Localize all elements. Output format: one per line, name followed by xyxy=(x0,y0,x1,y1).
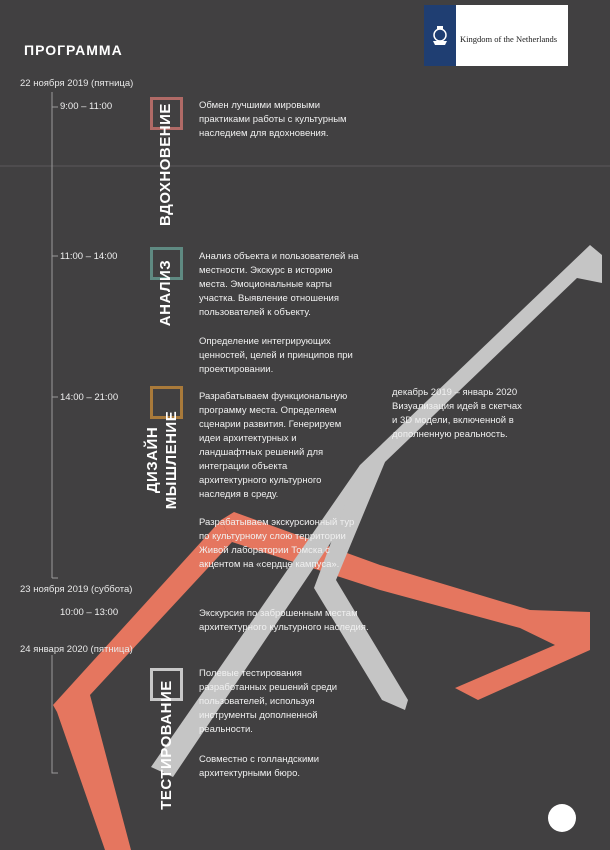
text-line: архитектурного культурного наследия. xyxy=(199,622,369,633)
text-line: программу места. Определяем xyxy=(199,405,337,416)
text-line: разработанных решений среди xyxy=(199,682,338,693)
timeline-line-2 xyxy=(52,655,58,773)
text-line: ценностей, целей и принципов при xyxy=(199,350,353,361)
text-line: местности. Экскурс в историю xyxy=(199,265,333,276)
session-text-3b xyxy=(199,516,399,572)
label-line: ДИЗАЙН xyxy=(144,426,161,494)
text-line: интеграции объекта xyxy=(199,461,288,472)
text-line: Определение интегрирующих xyxy=(199,336,331,347)
session-time-3: 14:00 – 21:00 xyxy=(60,392,119,403)
session-time-4: 10:00 – 13:00 xyxy=(60,607,119,618)
text-line: Разрабатываем экскурсионный тур xyxy=(199,517,355,528)
text-line: идеи архитектурных и xyxy=(199,433,297,444)
text-line: наследия в среду. xyxy=(199,489,279,500)
session-text-1 xyxy=(199,99,394,141)
date-label-2: 23 ноября 2019 (суббота) xyxy=(20,584,133,595)
netherlands-logo xyxy=(424,5,568,66)
text-line: по культурному слою территории xyxy=(199,531,346,542)
section-label-design-thinking xyxy=(143,410,183,510)
session-text-5b xyxy=(199,753,389,781)
session-text-4 xyxy=(199,607,409,635)
session-time-2: 11:00 – 14:00 xyxy=(60,251,118,262)
text-line: участка. Выявление отношения xyxy=(199,293,340,304)
text-line: архитектурного культурного xyxy=(199,475,322,486)
session-text-2b xyxy=(199,335,399,377)
text-line: Совместно с голландскими xyxy=(199,754,320,765)
text-line: реальности. xyxy=(199,724,253,735)
section-label-analysis: АНАЛИЗ xyxy=(157,259,174,327)
label-line: МЫШЛЕНИЕ xyxy=(163,410,180,510)
timeline-line-1 xyxy=(52,92,58,578)
text-line: места. Эмоциональные карты xyxy=(199,279,332,290)
text-line: Разрабатываем функциональную xyxy=(199,391,348,402)
date-label-3: 24 января 2020 (пятница) xyxy=(20,644,133,655)
text-line: пользователей, используя xyxy=(199,696,315,707)
text-line: инструменты дополненной xyxy=(199,710,318,721)
section-label-inspiration: ВДОХНОВЕНИЕ xyxy=(157,103,174,226)
circle-icon xyxy=(548,804,576,832)
text-line: декабрь 2019 – январь 2020 xyxy=(392,387,518,398)
text-line: акцентом на «сердце кампуса». xyxy=(199,559,340,570)
text-line: Анализ объекта и пользователей на xyxy=(199,251,359,262)
coat-of-arms-icon xyxy=(424,5,456,66)
logo-text: Kingdom of the Netherlands xyxy=(460,34,558,44)
section-label-testing: ТЕСТИРОВАНИЕ xyxy=(158,680,175,810)
session-text-2 xyxy=(199,250,399,320)
text-line: Обмен лучшими мировыми xyxy=(199,100,321,111)
text-line: наследием для вдохновения. xyxy=(199,128,329,139)
session-time-1: 9:00 – 11:00 xyxy=(60,101,113,112)
page-title: ПРОГРАММА xyxy=(24,42,123,58)
text-line: сценарии развития. Генерируем xyxy=(199,419,342,430)
text-line: Полевые тестирования xyxy=(199,668,302,679)
side-note xyxy=(392,386,552,442)
text-line: дополненную реальность. xyxy=(392,429,508,440)
date-label-1: 22 ноября 2019 (пятница) xyxy=(20,78,134,89)
text-line: архитектурными бюро. xyxy=(199,768,301,779)
text-line: ландшафтных решений для xyxy=(199,447,324,458)
session-text-5 xyxy=(199,667,389,737)
session-text-3 xyxy=(199,390,389,502)
text-line: Экскурсия по заброшенным местам xyxy=(199,608,358,619)
text-line: проектировании. xyxy=(199,364,274,375)
text-line: Визуализация идей в скетчах xyxy=(392,401,522,412)
text-line: практиками работы с культурным xyxy=(199,114,347,125)
text-line: пользователей к объекту. xyxy=(199,307,311,318)
text-line: и 3D модели, включенной в xyxy=(392,415,514,426)
text-line: Живой лаборатории Томска с xyxy=(199,545,330,556)
